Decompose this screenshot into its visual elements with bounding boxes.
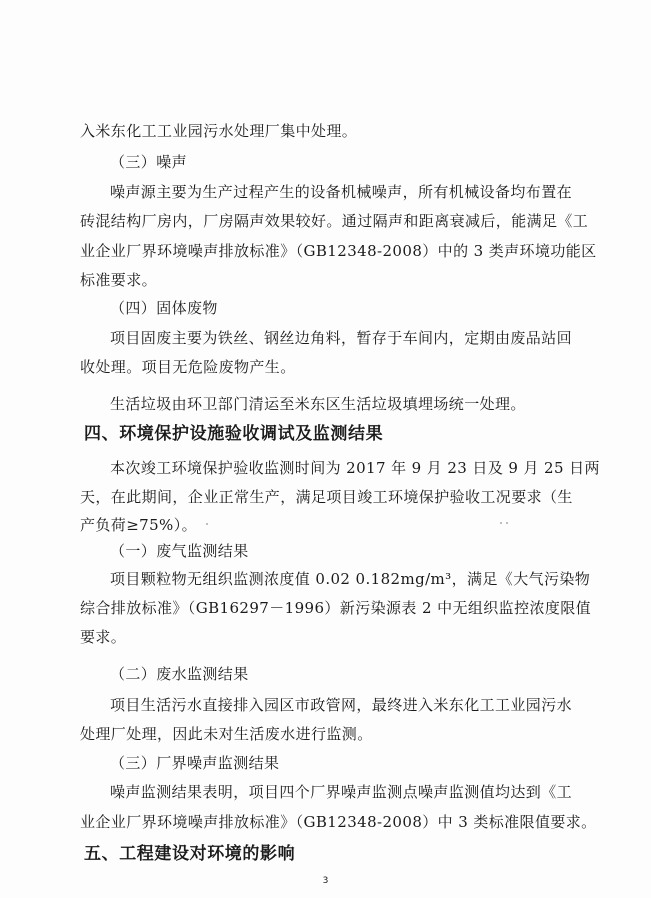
- text-line: 业企业厂界环境噪声排放标准》（GB12348-2008）中的 3 类声环境功能区: [80, 242, 597, 260]
- text-line: 项目固废主要为铁丝、钢丝边角料，暂存于车间内，定期由废品站回: [110, 329, 573, 347]
- text-line: 项目生活污水直接排入园区市政管网，最终进入米东化工工业园污水: [110, 696, 573, 714]
- text-line: 生活垃圾由环卫部门清运至米东区生活垃圾填埋场统一处理。: [110, 395, 526, 413]
- page-number: 3: [322, 876, 329, 886]
- text-line: 噪声监测结果表明，项目四个厂界噪声监测点噪声监测值均达到《工: [110, 783, 573, 801]
- section-heading-4: 四、环境保护设施验收调试及监测结果: [84, 424, 384, 444]
- text-line: 标准要求。: [80, 271, 158, 289]
- subheading-exhaust-gas: （一）废气监测结果: [110, 542, 249, 560]
- text-line: 项目颗粒物无组织监测浓度值 0.02 0.182mg/m³，满足《大气污染物: [110, 570, 591, 588]
- text-line: 业企业厂界环境噪声排放标准》（GB12348-2008）中 3 类标准限值要求。: [80, 813, 597, 831]
- text-line: 本次竣工环境保护验收监测时间为 2017 年 9 月 23 日及 9 月 25 日两: [110, 459, 600, 477]
- text-line: 处理厂处理，因此未对生活废水进行监测。: [80, 725, 373, 743]
- text-line: 砖混结构厂房内，厂房隔声效果较好。通过隔声和距离衰减后，能满足《工: [80, 212, 589, 230]
- scan-speck: [206, 523, 208, 525]
- text-line: 要求。: [80, 628, 127, 646]
- subheading-wastewater: （二）废水监测结果: [110, 665, 249, 683]
- text-line: 天，在此期间，企业正常生产，满足项目竣工环境保护验收工况要求（生: [80, 488, 573, 506]
- text-line: 入米东化工工业园污水处理厂集中处理。: [80, 122, 358, 140]
- text-line: 噪声源主要为生产过程产生的设备机械噪声，所有机械设备均布置在: [110, 183, 573, 201]
- text-line: 综合排放标准》（GB16297－1996）新污染源表 2 中无组织监控浓度限值: [80, 599, 592, 617]
- scan-speck: [506, 522, 508, 524]
- section-heading-5: 五、工程建设对环境的影响: [84, 844, 296, 864]
- text-line: 产负荷≥75%）。: [80, 516, 198, 534]
- subheading-boundary-noise: （三）厂界噪声监测结果: [110, 754, 280, 772]
- subheading-solid-waste: （四）固体废物: [110, 299, 218, 317]
- subheading-noise: （三）噪声: [110, 153, 188, 171]
- text-line: 收处理。项目无危险废物产生。: [80, 358, 296, 376]
- scan-speck: [500, 522, 502, 524]
